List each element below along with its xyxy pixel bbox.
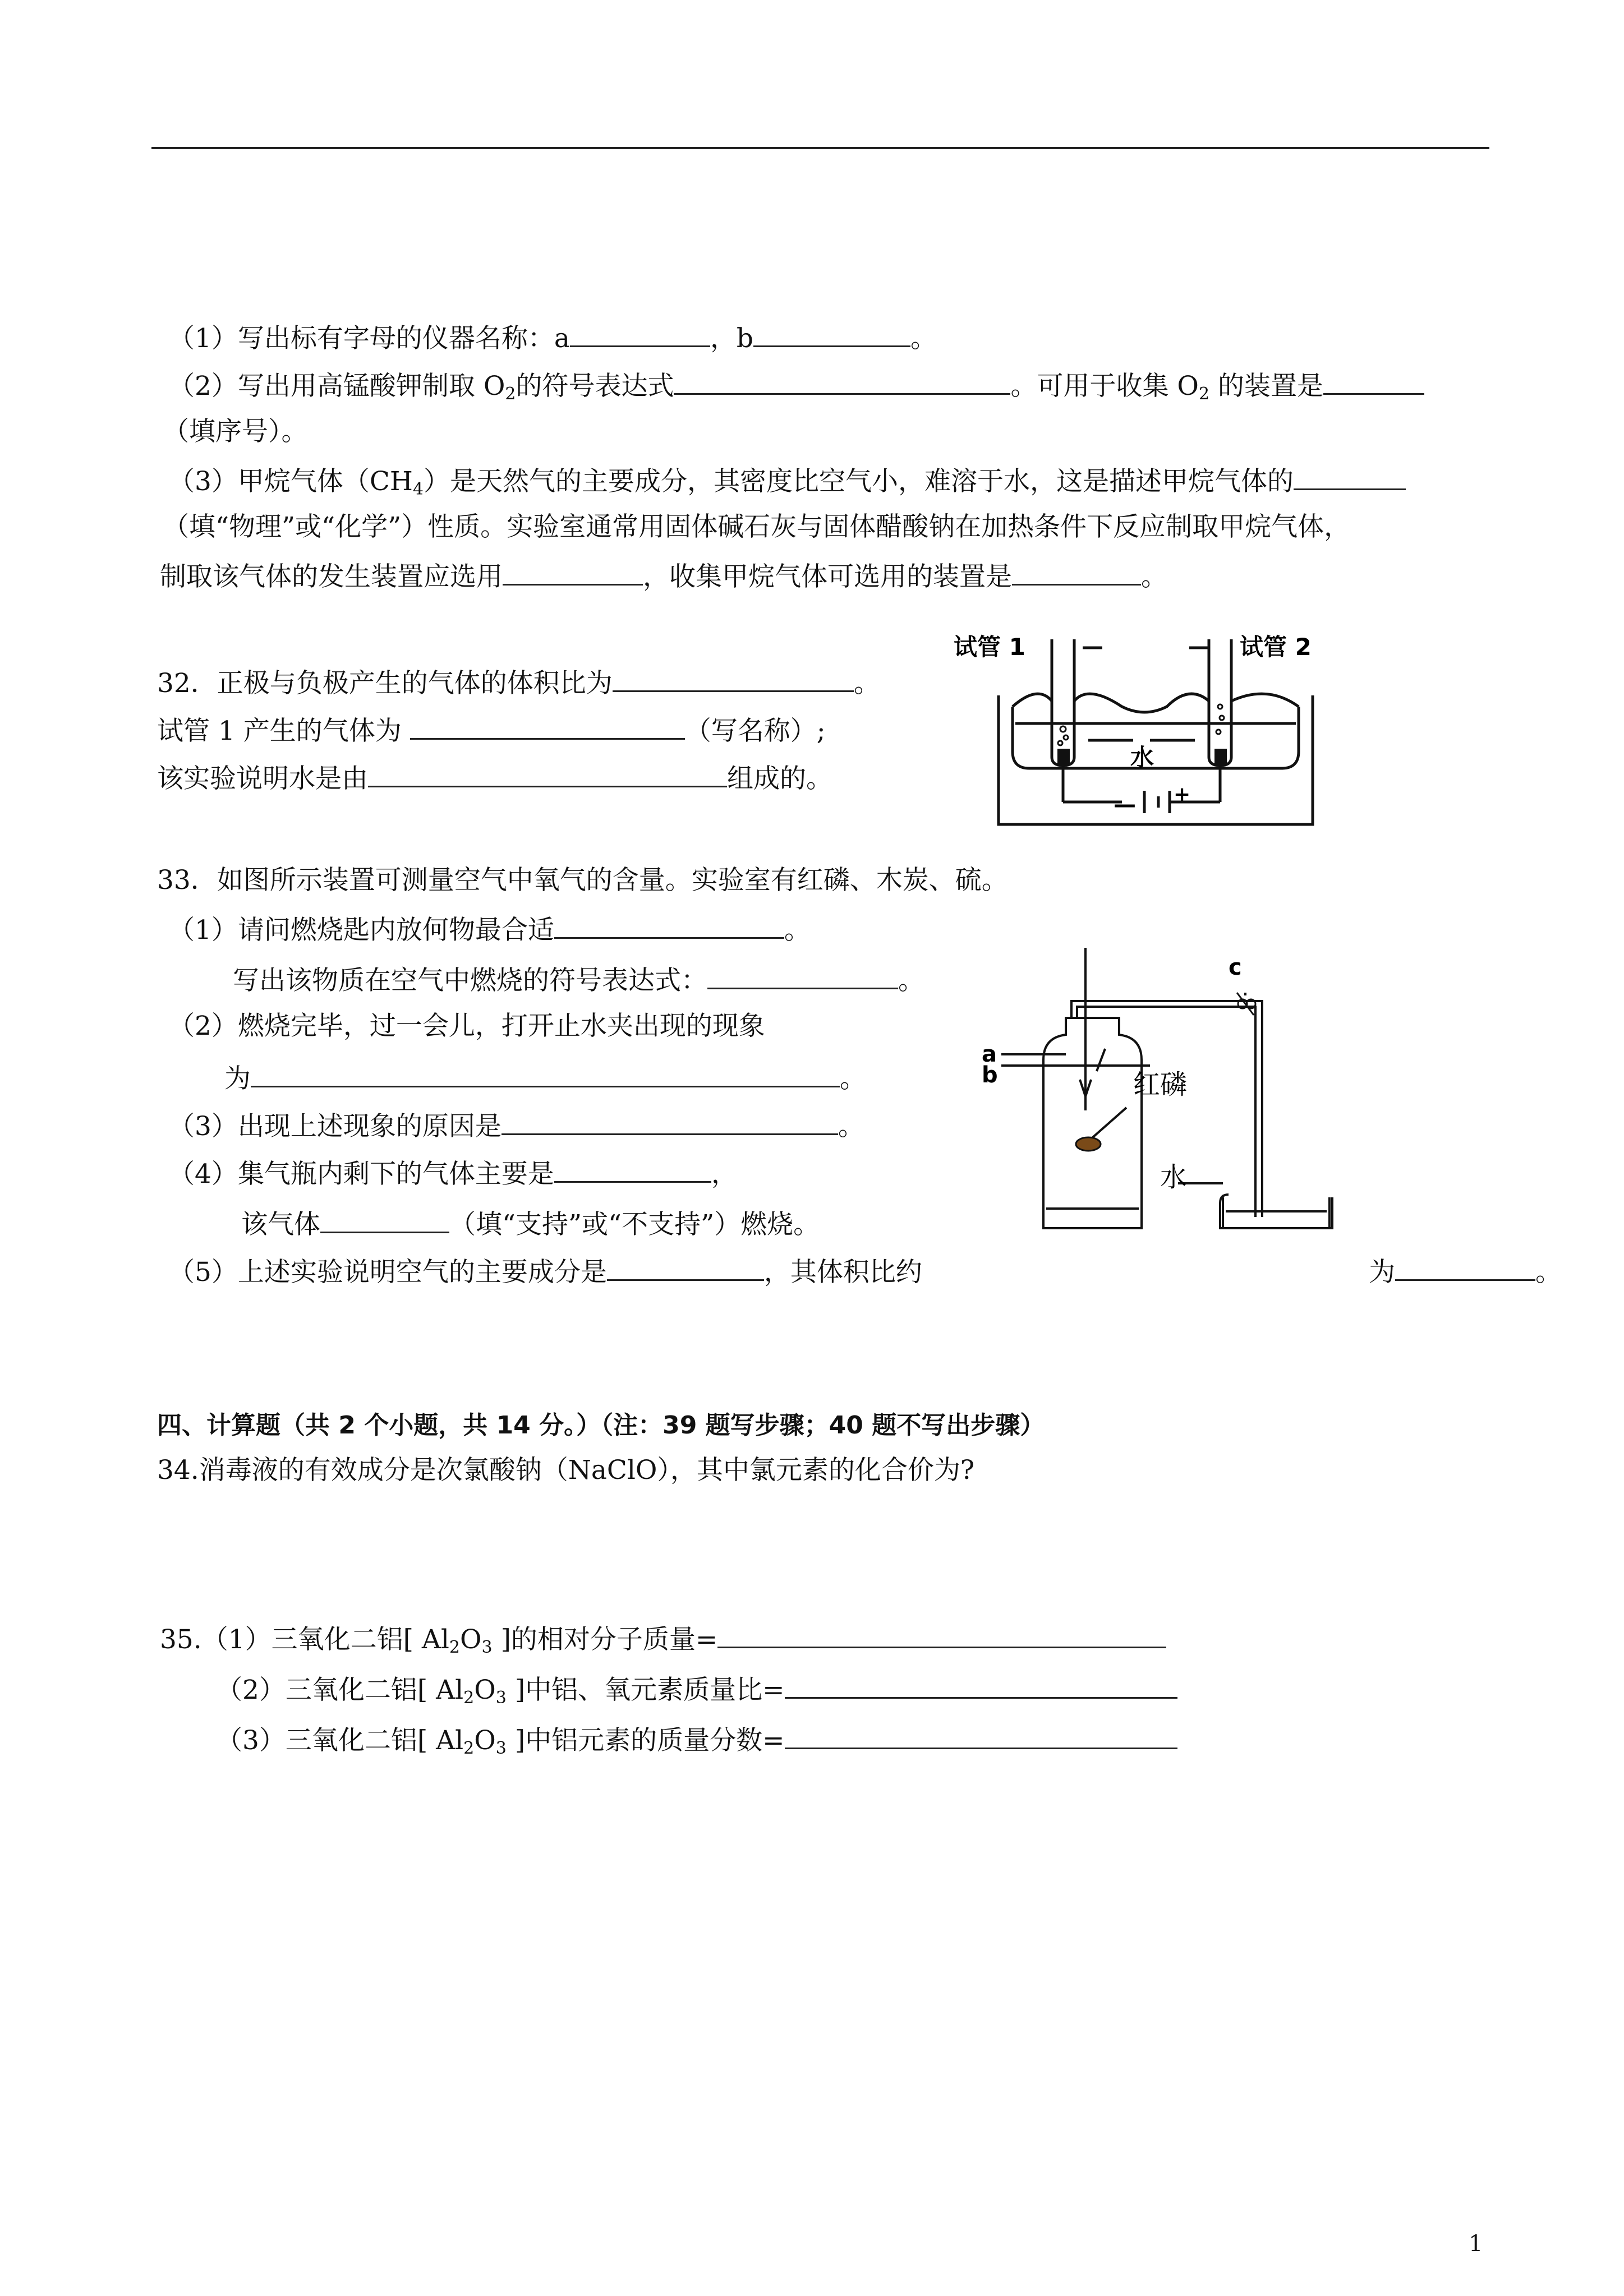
- q33-part1: （1）请问燃烧匙内放何物最合适 。: [168, 911, 811, 947]
- q31-part2: （2）写出用高锰酸钾制取 $O_2$的符号表达式 。可用于收集 $O_2$ 的装置是: [168, 367, 1424, 411]
- q31-part2-cont: （填序号）。: [163, 416, 308, 447]
- answer-blank[interactable]: [570, 320, 710, 347]
- label-b: b: [982, 1062, 998, 1088]
- answer-blank[interactable]: [502, 1108, 838, 1135]
- label-a: a: [982, 1041, 997, 1067]
- answer-blank[interactable]: [1395, 1253, 1535, 1281]
- q33-part5: （5）上述实验说明空气的主要成分是 ，其体积比约: [168, 1253, 922, 1289]
- page-number: 1: [1469, 2231, 1483, 2257]
- water-label: 水: [1130, 744, 1154, 771]
- q32-line3: 该实验说明水是由 组成的。: [157, 760, 832, 796]
- q35-part1: 35.（1）三氧化二铝[ $Al_2O_3$ ]的相对分子质量=: [160, 1621, 1166, 1665]
- answer-blank[interactable]: [674, 367, 1010, 395]
- q33-part2-answer: 为 。: [224, 1060, 866, 1096]
- tube1-label: 试管 1: [954, 633, 1025, 661]
- label-c: c: [1229, 955, 1242, 980]
- q33-intro: 33．如图所示装置可测量空气中氧气的含量。实验室有红磷、木炭、硫。: [157, 865, 1008, 896]
- answer-blank[interactable]: [785, 1671, 1177, 1699]
- answer-blank[interactable]: [785, 1722, 1177, 1749]
- answer-blank[interactable]: [717, 1621, 1166, 1648]
- q33-part4-support: 该气体 （填“支持”或“不支持”）燃烧。: [241, 1206, 820, 1242]
- q33-part4: （4）集气瓶内剩下的气体主要是 ，: [168, 1155, 738, 1191]
- oxygen-apparatus-figure: [982, 948, 1346, 1239]
- tube2-label: 试管 2: [1240, 633, 1312, 661]
- water-label: 水: [1160, 1161, 1188, 1193]
- q34: 34.消毒液的有效成分是次氯酸钠（NaClO），其中氯元素的化合价为?: [157, 1455, 975, 1486]
- answer-blank[interactable]: [753, 320, 910, 347]
- answer-blank[interactable]: [251, 1060, 840, 1087]
- answer-blank[interactable]: [1012, 558, 1141, 585]
- header-rule: [151, 147, 1489, 149]
- answer-blank[interactable]: [320, 1206, 449, 1233]
- electrolysis-figure: [954, 623, 1324, 830]
- q33-part5-ratio: 为 。: [1369, 1253, 1562, 1289]
- q33-part2: （2）燃烧完毕，过一会儿，打开止水夹出现的现象: [168, 1011, 765, 1041]
- q31-part1: （1）写出标有字母的仪器名称：a ，b 。: [168, 320, 937, 356]
- section4-title: 四、计算题（共 2 个小题，共 14 分。）（注：39 题写步骤；40 题不写出步骤）: [157, 1411, 1045, 1440]
- answer-blank[interactable]: [368, 760, 727, 787]
- answer-blank[interactable]: [707, 962, 898, 989]
- q33-part3: （3）出现上述现象的原因是 。: [168, 1108, 864, 1144]
- q31-part3-line1: （3）甲烷气体$(CH_4)$是天然气的主要成分，其密度比空气小，难溶于水，这是描述甲烷气体的: [168, 463, 1406, 506]
- answer-blank[interactable]: [503, 558, 643, 585]
- answer-blank[interactable]: [410, 712, 685, 740]
- q33-part1-eq: 写出该物质在空气中燃烧的符号表达式： 。: [233, 962, 924, 998]
- q35-part2: （2）三氧化二铝[ $Al_2O_3$ ]中铝、氧元素质量比=: [216, 1671, 1177, 1715]
- answer-blank[interactable]: [1294, 463, 1406, 490]
- q35-part3: （3）三氧化二铝[ $Al_2O_3$ ]中铝元素的质量分数=: [216, 1722, 1177, 1765]
- q32-line2: 试管 1 产生的气体为 （写名称）;: [157, 712, 826, 748]
- q32-line1: 32．正极与负极产生的气体的体积比为 。: [157, 665, 880, 700]
- answer-blank[interactable]: [607, 1253, 764, 1281]
- answer-blank[interactable]: [613, 665, 854, 692]
- q31-part3-line3: 制取该气体的发生装置应选用 ，收集甲烷气体可选用的装置是 。: [160, 558, 1167, 594]
- minus-label: —: [1114, 792, 1136, 818]
- q31-part3-line2: （填“物理”或“化学”）性质。实验室通常用固体碱石灰与固体醋酸钠在加热条件下反应制取甲烷气体，: [163, 511, 1351, 542]
- answer-blank[interactable]: [1323, 367, 1424, 395]
- answer-blank[interactable]: [554, 1155, 711, 1183]
- plus-label: +: [1174, 783, 1191, 806]
- answer-blank[interactable]: [554, 911, 784, 939]
- red-phosphorus-label: 红磷: [1133, 1069, 1188, 1100]
